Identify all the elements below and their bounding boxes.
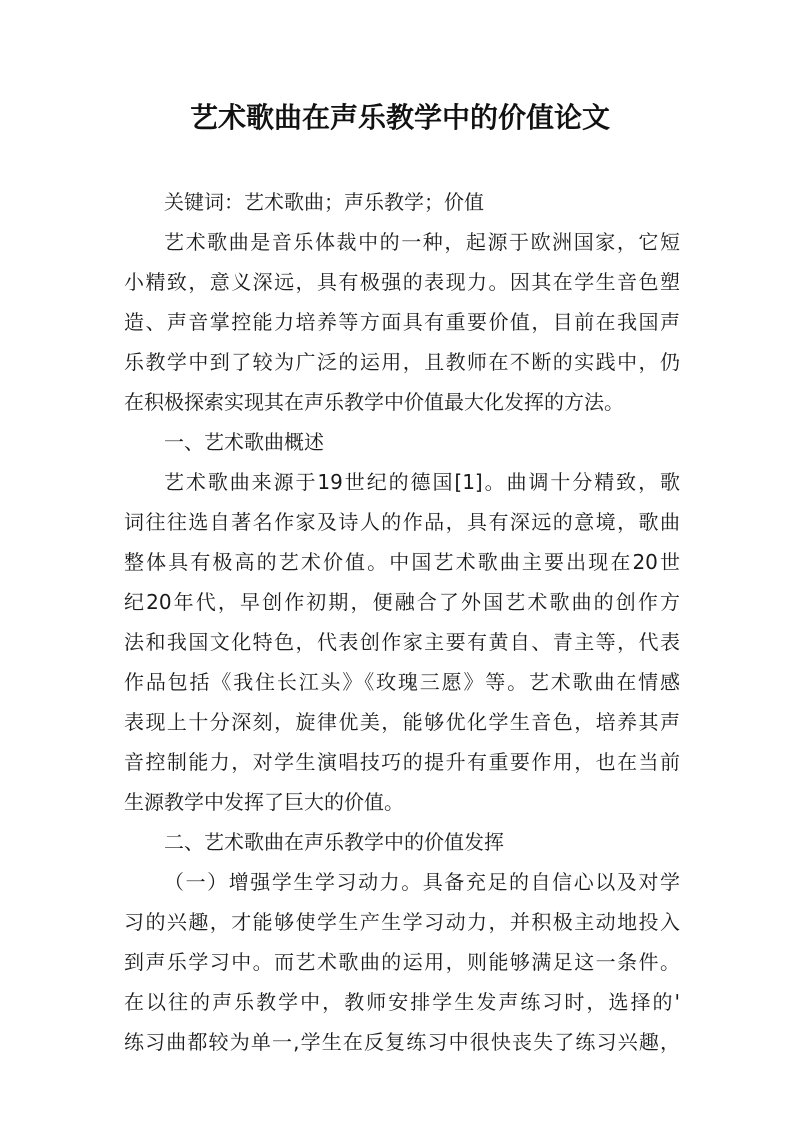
paragraph-line: 艺术歌曲是音乐体裁中的一种，起源于欧洲国家，它短 xyxy=(164,230,680,254)
paragraph-line: 生源教学中发挥了巨大的价值。 xyxy=(124,790,404,814)
paragraph-line: 音控制能力，对学生演唱技巧的提升有重要作用，也在当前 xyxy=(124,750,680,774)
keywords-line: 关键词：艺术歌曲；声乐教学；价值 xyxy=(164,190,484,214)
paragraph-line: 练习曲都较为单一,学生在反复练习中很快丧失了练习兴趣， xyxy=(124,1030,680,1054)
paragraph-line: 法和我国文化特色，代表创作家主要有黄自、青主等，代表 xyxy=(124,630,680,654)
paragraph-line: 造、声音掌控能力培养等方面具有重要价值，目前在我国声 xyxy=(124,310,680,334)
paragraph-line: 在积极探索实现其在声乐教学中价值最大化发挥的方法。 xyxy=(124,390,624,414)
paragraph-line: 作品包括《我住长江头》《玫瑰三愿》等。艺术歌曲在情感 xyxy=(124,670,680,694)
paragraph-line: 在以往的声乐教学中，教师安排学生发声练习时，选择的' xyxy=(124,990,680,1014)
paragraph-line: 乐教学中到了较为广泛的运用，且教师在不断的实践中，仍 xyxy=(124,350,680,374)
document-title: 艺术歌曲在声乐教学中的价值论文 xyxy=(189,101,610,134)
section-heading: 一、艺术歌曲概述 xyxy=(164,430,324,454)
paragraph-line: 整体具有极高的艺术价值。中国艺术歌曲主要出现在20世 xyxy=(124,550,680,574)
paragraph-line: 习的兴趣，才能够使学生产生学习动力，并积极主动地投入 xyxy=(124,910,680,934)
paragraph-line: 小精致，意义深远，具有极强的表现力。因其在学生音色塑 xyxy=(124,270,680,294)
section-heading: 二、艺术歌曲在声乐教学中的价值发挥 xyxy=(164,830,504,854)
paragraph-line: 艺术歌曲来源于19世纪的德国[1]。曲调十分精致，歌 xyxy=(164,470,680,494)
paragraph-line: 词往往选自著名作家及诗人的作品，具有深远的意境，歌曲 xyxy=(124,510,680,534)
paragraph-line: 表现上十分深刻，旋律优美，能够优化学生音色，培养其声 xyxy=(124,710,680,734)
paragraph-line: （一）增强学生学习动力。具备充足的自信心以及对学 xyxy=(164,870,680,894)
paragraph-line: 到声乐学习中。而艺术歌曲的运用，则能够满足这一条件。 xyxy=(124,950,680,974)
paragraph-line: 纪20年代，早创作初期，便融合了外国艺术歌曲的创作方 xyxy=(124,590,680,614)
